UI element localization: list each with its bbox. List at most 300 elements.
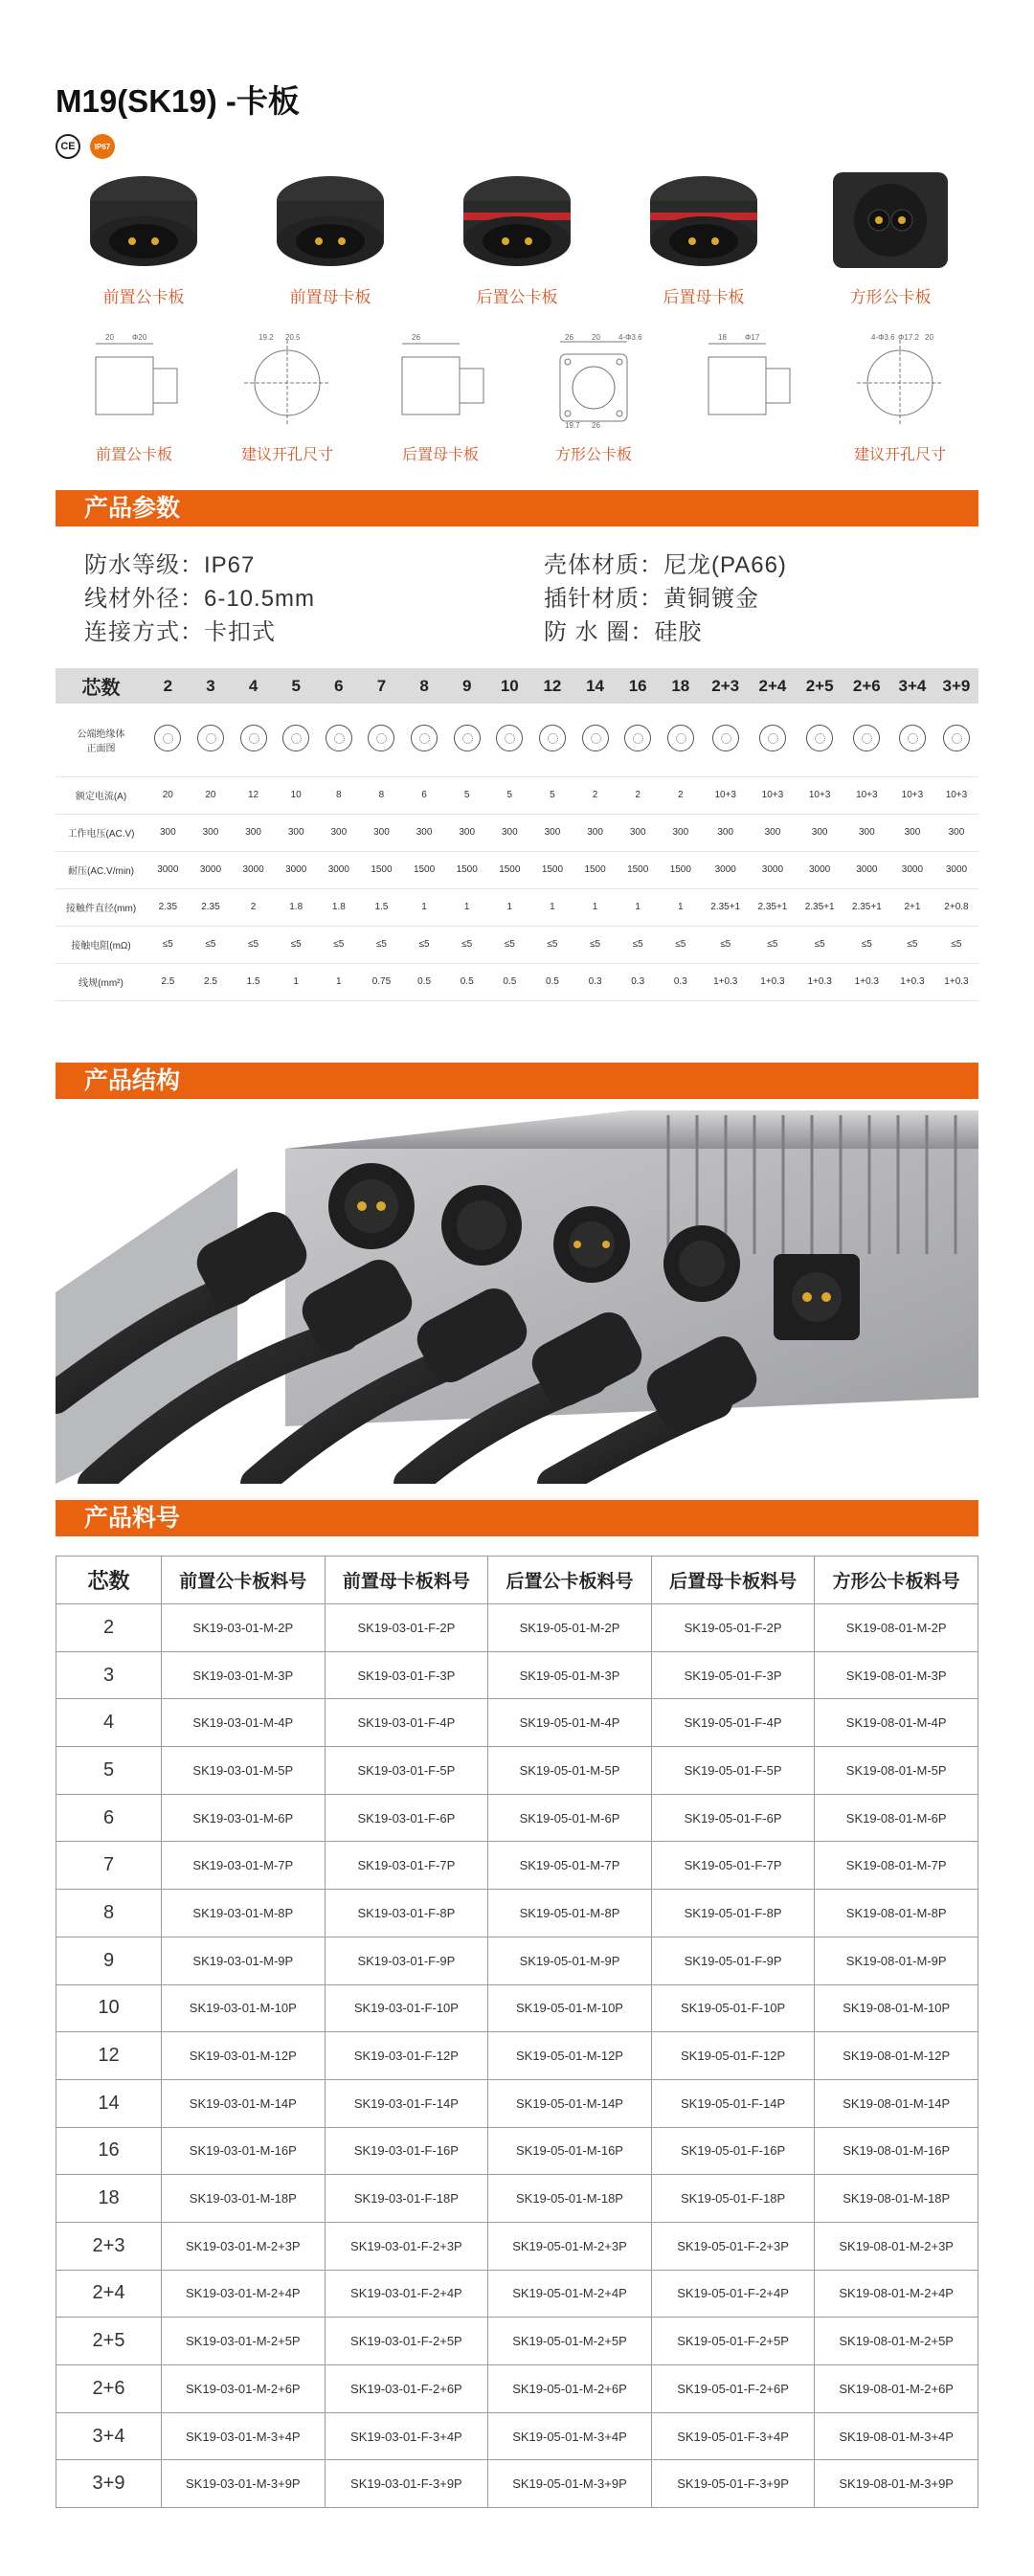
part-number-cell: SK19-03-01-F-7P <box>325 1842 488 1890</box>
part-number-cell: SK19-03-01-M-3+4P <box>162 2412 326 2460</box>
spec-cell: 300 <box>934 814 978 851</box>
core-count-cell: 6 <box>56 1794 162 1842</box>
spec-cell: 3000 <box>843 851 890 888</box>
pin-label-line: 公端绝缘体 <box>77 728 125 740</box>
dimension-label: Φ20 <box>132 333 147 342</box>
param-left: 防水等级：IP67 <box>84 552 256 578</box>
spec-cell: 2 <box>232 888 275 926</box>
spec-cell: 10+3 <box>843 776 890 814</box>
spec-row <box>56 776 978 814</box>
spec-row-label: 接触件直径(mm) <box>56 888 146 926</box>
spec-cell: ≤5 <box>890 926 934 963</box>
spec-cell: ≤5 <box>445 926 488 963</box>
pin-layout-cell <box>843 704 890 776</box>
spec-cell: 1 <box>275 963 318 1000</box>
drawing-icon <box>689 330 804 431</box>
spec-cell: 1 <box>488 888 531 926</box>
param-row <box>84 546 946 579</box>
spec-cell: 2.35+1 <box>843 888 890 926</box>
spec-row-label <box>56 704 146 776</box>
part-number-cell: SK19-03-01-F-2+6P <box>325 2365 488 2413</box>
part-number-cell: SK19-05-01-F-14P <box>651 2079 815 2127</box>
spec-cell: 3000 <box>890 851 934 888</box>
connector-icon <box>77 163 211 278</box>
drawing-icon <box>383 330 498 431</box>
pin-layout-icon <box>943 725 970 751</box>
spec-cell: 0.5 <box>531 963 574 1000</box>
table-row <box>56 1842 978 1890</box>
spec-cell: 1+0.3 <box>797 963 843 1000</box>
part-number-cell: SK19-03-01-M-6P <box>162 1794 326 1842</box>
parts-header-cell: 方形公卡板料号 <box>815 1557 978 1604</box>
spec-cell: ≤5 <box>275 926 318 963</box>
spec-cell: ≤5 <box>617 926 660 963</box>
part-number-cell: SK19-08-01-M-16P <box>815 2127 978 2175</box>
part-number-cell: SK19-03-01-F-2+4P <box>325 2270 488 2318</box>
part-number-cell: SK19-08-01-M-10P <box>815 1984 978 2032</box>
pin-layout-icon <box>853 725 880 751</box>
core-count-cell: 2 <box>56 1604 162 1652</box>
spec-cell: 10+3 <box>934 776 978 814</box>
spec-cell: 1 <box>318 963 361 1000</box>
drawing-icon <box>77 330 191 431</box>
part-number-cell: SK19-05-01-F-3+4P <box>651 2412 815 2460</box>
spec-cell: 8 <box>360 776 403 814</box>
spec-cell: 1500 <box>573 851 617 888</box>
part-number-cell: SK19-08-01-M-2+5P <box>815 2318 978 2365</box>
technical-drawing <box>57 330 211 483</box>
spec-cell: ≤5 <box>934 926 978 963</box>
table-row <box>56 2175 978 2223</box>
spec-core-count: 3+9 <box>934 668 978 704</box>
spec-cell: 300 <box>445 814 488 851</box>
spec-cell: 2.5 <box>190 963 233 1000</box>
photo-caption: 后置母卡板 <box>663 288 745 306</box>
spec-cell: 1500 <box>360 851 403 888</box>
spec-cell: 300 <box>146 814 190 851</box>
part-number-cell: SK19-05-01-F-12P <box>651 2032 815 2080</box>
table-row <box>56 1747 978 1795</box>
photo-caption: 后置公卡板 <box>476 288 558 306</box>
pin-layout-icon <box>240 725 267 751</box>
spec-cell: 3000 <box>146 851 190 888</box>
spec-cell: ≤5 <box>702 926 749 963</box>
dimension-label: 20.5 <box>285 333 301 342</box>
part-number-cell: SK19-05-01-M-2P <box>488 1604 652 1652</box>
spec-cell: 1+0.3 <box>890 963 934 1000</box>
part-number-cell: SK19-05-01-F-2+4P <box>651 2270 815 2318</box>
spec-cell: 1500 <box>617 851 660 888</box>
part-number-cell: SK19-03-01-F-2+3P <box>325 2222 488 2270</box>
section-banner-params: 产品参数 <box>56 490 978 526</box>
spec-cell: ≤5 <box>531 926 574 963</box>
part-number-cell: SK19-08-01-M-12P <box>815 2032 978 2080</box>
spec-core-count: 16 <box>617 668 660 704</box>
part-number-cell: SK19-08-01-M-2+6P <box>815 2365 978 2413</box>
core-count-cell: 2+6 <box>56 2365 162 2413</box>
part-number-cell: SK19-03-01-M-12P <box>162 2032 326 2080</box>
spec-cell: 300 <box>843 814 890 851</box>
spec-cell: 0.5 <box>403 963 446 1000</box>
spec-cell: 1+0.3 <box>934 963 978 1000</box>
param-row <box>84 613 946 646</box>
part-number-cell: SK19-03-01-M-5P <box>162 1747 326 1795</box>
pin-layout-icon <box>197 725 224 751</box>
spec-cell: 6 <box>403 776 446 814</box>
technical-drawing <box>364 330 517 483</box>
part-number-cell: SK19-05-01-M-5P <box>488 1747 652 1795</box>
parts-header-cell: 后置公卡板料号 <box>488 1557 652 1604</box>
spec-cell: 0.3 <box>660 963 703 1000</box>
pin-layout-cell <box>573 704 617 776</box>
part-number-cell: SK19-03-01-F-3+4P <box>325 2412 488 2460</box>
spec-cell: 3000 <box>190 851 233 888</box>
dimension-label: 19.7 <box>565 421 580 430</box>
part-number-cell: SK19-03-01-M-8P <box>162 1890 326 1938</box>
param-right: 插针材质：黄铜镀金 <box>544 586 759 612</box>
part-number-cell: SK19-08-01-M-3+9P <box>815 2460 978 2508</box>
dimension-label: 20 <box>105 333 114 342</box>
pin-label-line: 正面图 <box>86 743 116 754</box>
spec-core-count: 2 <box>146 668 190 704</box>
pin-layout-icon <box>667 725 694 751</box>
pin-layout-cell <box>617 704 660 776</box>
pin-layout-cell <box>275 704 318 776</box>
spec-row-label: 额定电流(A) <box>56 776 146 814</box>
param-row <box>84 579 946 613</box>
spec-cell: 300 <box>403 814 446 851</box>
spec-cell: 10 <box>275 776 318 814</box>
core-count-cell: 12 <box>56 2032 162 2080</box>
spec-core-count: 2+5 <box>797 668 843 704</box>
part-number-cell: SK19-03-01-M-4P <box>162 1699 326 1747</box>
spec-cell: 300 <box>749 814 796 851</box>
spec-cell: 2.35 <box>190 888 233 926</box>
part-number-cell: SK19-05-01-F-18P <box>651 2175 815 2223</box>
part-number-cell: SK19-03-01-F-4P <box>325 1699 488 1747</box>
spec-cell: 3000 <box>749 851 796 888</box>
part-number-cell: SK19-05-01-M-14P <box>488 2079 652 2127</box>
spec-cell: 0.3 <box>573 963 617 1000</box>
product-photos <box>57 163 977 316</box>
spec-cell: 1500 <box>488 851 531 888</box>
spec-cell: 0.3 <box>617 963 660 1000</box>
spec-cell: 2 <box>617 776 660 814</box>
spec-cell: 300 <box>232 814 275 851</box>
spec-core-count: 2+3 <box>702 668 749 704</box>
drawing-caption: 建议开孔尺寸 <box>240 447 333 463</box>
pin-layout-cell <box>445 704 488 776</box>
part-number-cell: SK19-03-01-M-14P <box>162 2079 326 2127</box>
spec-cell: 3000 <box>934 851 978 888</box>
product-photo <box>244 163 416 316</box>
spec-core-count: 12 <box>531 668 574 704</box>
part-number-cell: SK19-03-01-F-10P <box>325 1984 488 2032</box>
part-number-cell: SK19-08-01-M-8P <box>815 1890 978 1938</box>
dimension-label: 18 <box>718 333 727 342</box>
param-right: 防 水 圈：硅胶 <box>544 619 703 645</box>
spec-cell: 5 <box>445 776 488 814</box>
part-number-cell: SK19-05-01-F-3+9P <box>651 2460 815 2508</box>
spec-cell: 3000 <box>797 851 843 888</box>
technical-drawings <box>57 330 977 483</box>
parts-header-cell: 前置母卡板料号 <box>325 1557 488 1604</box>
table-row <box>56 1604 978 1652</box>
spec-cell: 1.5 <box>232 963 275 1000</box>
photo-caption: 前置母卡板 <box>289 288 371 306</box>
spec-cell: 300 <box>275 814 318 851</box>
part-number-cell: SK19-05-01-M-2+4P <box>488 2270 652 2318</box>
cert-logos <box>56 134 115 159</box>
spec-cell: 300 <box>488 814 531 851</box>
spec-cell: 1500 <box>531 851 574 888</box>
pin-layout-cell <box>934 704 978 776</box>
part-number-cell: SK19-05-01-F-10P <box>651 1984 815 2032</box>
pin-layout-icon <box>899 725 926 751</box>
spec-cell: ≤5 <box>573 926 617 963</box>
spec-cell: 2.35+1 <box>797 888 843 926</box>
spec-cell: 10+3 <box>797 776 843 814</box>
spec-cell: 1 <box>403 888 446 926</box>
part-number-cell: SK19-05-01-F-9P <box>651 1937 815 1984</box>
technical-drawing <box>211 330 364 483</box>
parts-header-cell: 芯数 <box>56 1557 162 1604</box>
part-number-cell: SK19-08-01-M-9P <box>815 1937 978 1984</box>
param-left: 连接方式：卡扣式 <box>84 619 276 645</box>
table-row <box>56 1651 978 1699</box>
core-count-cell: 5 <box>56 1747 162 1795</box>
table-row <box>56 2127 978 2175</box>
section-banner-parts: 产品料号 <box>56 1500 978 1536</box>
part-number-cell: SK19-05-01-M-16P <box>488 2127 652 2175</box>
spec-cell: ≤5 <box>797 926 843 963</box>
pin-layout-cell <box>488 704 531 776</box>
part-number-cell: SK19-03-01-F-3+9P <box>325 2460 488 2508</box>
part-number-cell: SK19-08-01-M-3P <box>815 1651 978 1699</box>
spec-cell: 3000 <box>702 851 749 888</box>
spec-cell: ≤5 <box>232 926 275 963</box>
part-number-cell: SK19-08-01-M-4P <box>815 1699 978 1747</box>
spec-cell: 300 <box>573 814 617 851</box>
table-row <box>56 1699 978 1747</box>
part-number-cell: SK19-03-01-M-2P <box>162 1604 326 1652</box>
spec-cell: 2 <box>660 776 703 814</box>
spec-cell: 12 <box>232 776 275 814</box>
pin-layout-cell <box>232 704 275 776</box>
core-count-cell: 7 <box>56 1842 162 1890</box>
dimension-label: 26 <box>412 333 420 342</box>
product-structure-image <box>56 1110 978 1484</box>
spec-core-count: 9 <box>445 668 488 704</box>
part-number-cell: SK19-05-01-M-2+3P <box>488 2222 652 2270</box>
part-number-cell: SK19-03-01-F-2P <box>325 1604 488 1652</box>
table-row <box>56 2412 978 2460</box>
spec-cell: 300 <box>890 814 934 851</box>
part-number-cell: SK19-05-01-M-3P <box>488 1651 652 1699</box>
spec-row-label: 线规(mm²) <box>56 963 146 1000</box>
dimension-label: 4-Φ3.6 <box>618 333 642 342</box>
spec-cell: 0.5 <box>445 963 488 1000</box>
pin-layout-cell <box>660 704 703 776</box>
product-photo <box>618 163 790 316</box>
part-number-cell: SK19-03-01-F-6P <box>325 1794 488 1842</box>
spec-row <box>56 814 978 851</box>
spec-core-count: 3+4 <box>890 668 934 704</box>
part-number-cell: SK19-03-01-F-5P <box>325 1747 488 1795</box>
pin-layout-cell <box>318 704 361 776</box>
spec-cell: 1500 <box>403 851 446 888</box>
spec-cell: 0.75 <box>360 963 403 1000</box>
page-title: M19(SK19) -卡板 <box>56 83 300 119</box>
table-row <box>56 1794 978 1842</box>
photo-caption: 前置公卡板 <box>102 288 185 306</box>
spec-cell: ≤5 <box>146 926 190 963</box>
spec-cell: 8 <box>318 776 361 814</box>
core-count-cell: 3 <box>56 1651 162 1699</box>
spec-cell: 5 <box>531 776 574 814</box>
dimension-label: Φ17 <box>745 333 760 342</box>
pin-layout-cell <box>702 704 749 776</box>
spec-cell: 1 <box>660 888 703 926</box>
core-count-cell: 4 <box>56 1699 162 1747</box>
spec-table <box>56 668 978 1001</box>
pin-layout-icon <box>454 725 481 751</box>
spec-cell: 1.5 <box>360 888 403 926</box>
part-number-cell: SK19-05-01-F-6P <box>651 1794 815 1842</box>
spec-cell: 300 <box>318 814 361 851</box>
part-number-cell: SK19-03-01-F-12P <box>325 2032 488 2080</box>
pin-layout-icon <box>539 725 566 751</box>
part-number-cell: SK19-03-01-M-2+5P <box>162 2318 326 2365</box>
part-number-cell: SK19-05-01-F-2+3P <box>651 2222 815 2270</box>
spec-header-label: 芯数 <box>56 668 146 704</box>
parts-header-cell: 前置公卡板料号 <box>162 1557 326 1604</box>
part-number-cell: SK19-05-01-M-6P <box>488 1794 652 1842</box>
spec-cell: ≤5 <box>190 926 233 963</box>
spec-cell: 2 <box>573 776 617 814</box>
pin-layout-cell <box>403 704 446 776</box>
part-number-cell: SK19-05-01-F-2+5P <box>651 2318 815 2365</box>
pin-layout-cell <box>749 704 796 776</box>
spec-cell: 20 <box>146 776 190 814</box>
spec-row <box>56 926 978 963</box>
spec-cell: 1500 <box>660 851 703 888</box>
spec-core-count: 8 <box>403 668 446 704</box>
core-count-cell: 16 <box>56 2127 162 2175</box>
table-row <box>56 2270 978 2318</box>
spec-row-label: 接触电阻(mΩ) <box>56 926 146 963</box>
core-count-cell: 8 <box>56 1890 162 1938</box>
pin-layout-icon <box>282 725 309 751</box>
spec-core-count: 6 <box>318 668 361 704</box>
table-row <box>56 2032 978 2080</box>
spec-cell: 20 <box>190 776 233 814</box>
core-count-cell: 3+4 <box>56 2412 162 2460</box>
part-number-cell: SK19-05-01-M-9P <box>488 1937 652 1984</box>
spec-cell: 300 <box>617 814 660 851</box>
parts-header-row <box>56 1557 978 1604</box>
drawing-caption: 后置母卡板 <box>401 447 479 463</box>
part-number-cell: SK19-05-01-F-7P <box>651 1842 815 1890</box>
part-number-cell: SK19-03-01-M-2+6P <box>162 2365 326 2413</box>
spec-cell: 3000 <box>232 851 275 888</box>
spec-core-count: 14 <box>573 668 617 704</box>
table-row <box>56 1890 978 1938</box>
spec-cell: 1 <box>573 888 617 926</box>
dimension-label: 4-Φ3.6 <box>871 333 895 342</box>
part-number-cell: SK19-03-01-F-16P <box>325 2127 488 2175</box>
spec-cell: 3000 <box>275 851 318 888</box>
part-number-cell: SK19-05-01-M-2+6P <box>488 2365 652 2413</box>
drawing-caption: 方形公卡板 <box>554 447 632 463</box>
table-row <box>56 2460 978 2508</box>
drawing-icon <box>843 330 957 431</box>
spec-cell: 300 <box>660 814 703 851</box>
part-number-cell: SK19-03-01-M-3+9P <box>162 2460 326 2508</box>
spec-row <box>56 851 978 888</box>
part-number-cell: SK19-05-01-F-3P <box>651 1651 815 1699</box>
spec-cell: 2.35+1 <box>749 888 796 926</box>
spec-cell: ≤5 <box>660 926 703 963</box>
dimension-label: 20 <box>925 333 933 342</box>
part-number-cell: SK19-05-01-M-3+4P <box>488 2412 652 2460</box>
part-number-cell: SK19-03-01-F-18P <box>325 2175 488 2223</box>
spec-cell: 10+3 <box>890 776 934 814</box>
pin-layout-icon <box>582 725 609 751</box>
table-row <box>56 2318 978 2365</box>
part-number-cell: SK19-05-01-M-3+9P <box>488 2460 652 2508</box>
table-row <box>56 1937 978 1984</box>
spec-cell: 300 <box>702 814 749 851</box>
part-number-cell: SK19-03-01-M-18P <box>162 2175 326 2223</box>
part-number-cell: SK19-08-01-M-3+4P <box>815 2412 978 2460</box>
product-photo <box>57 163 230 316</box>
spec-core-count: 10 <box>488 668 531 704</box>
pin-layout-cell <box>146 704 190 776</box>
part-number-cell: SK19-05-01-F-16P <box>651 2127 815 2175</box>
part-number-cell: SK19-08-01-M-2+4P <box>815 2270 978 2318</box>
spec-row-label: 工作电压(AC.V) <box>56 814 146 851</box>
connector-icon <box>823 163 957 278</box>
pin-layout-icon <box>712 725 739 751</box>
part-number-cell: SK19-05-01-M-7P <box>488 1842 652 1890</box>
part-number-cell: SK19-05-01-M-12P <box>488 2032 652 2080</box>
spec-cell: 3000 <box>318 851 361 888</box>
spec-cell: 1+0.3 <box>843 963 890 1000</box>
table-row <box>56 2079 978 2127</box>
core-count-cell: 9 <box>56 1937 162 1984</box>
part-number-cell: SK19-05-01-M-8P <box>488 1890 652 1938</box>
part-number-cell: SK19-05-01-F-2+6P <box>651 2365 815 2413</box>
spec-cell: 1.8 <box>275 888 318 926</box>
spec-cell: 2+0.8 <box>934 888 978 926</box>
spec-cell: 1+0.3 <box>749 963 796 1000</box>
table-row <box>56 1984 978 2032</box>
parts-header-cell: 后置母卡板料号 <box>651 1557 815 1604</box>
spec-core-count: 18 <box>660 668 703 704</box>
part-number-cell: SK19-03-01-F-3P <box>325 1651 488 1699</box>
photo-caption: 方形公卡板 <box>849 288 932 306</box>
dimension-label: 19.2 <box>258 333 274 342</box>
spec-cell: 1 <box>531 888 574 926</box>
spec-core-count: 2+4 <box>749 668 796 704</box>
pin-layout-icon <box>411 725 438 751</box>
spec-cell: ≤5 <box>843 926 890 963</box>
part-number-cell: SK19-03-01-F-9P <box>325 1937 488 1984</box>
drawing-icon <box>230 330 345 431</box>
part-number-cell: SK19-03-01-M-2+3P <box>162 2222 326 2270</box>
part-number-cell: SK19-05-01-M-4P <box>488 1699 652 1747</box>
